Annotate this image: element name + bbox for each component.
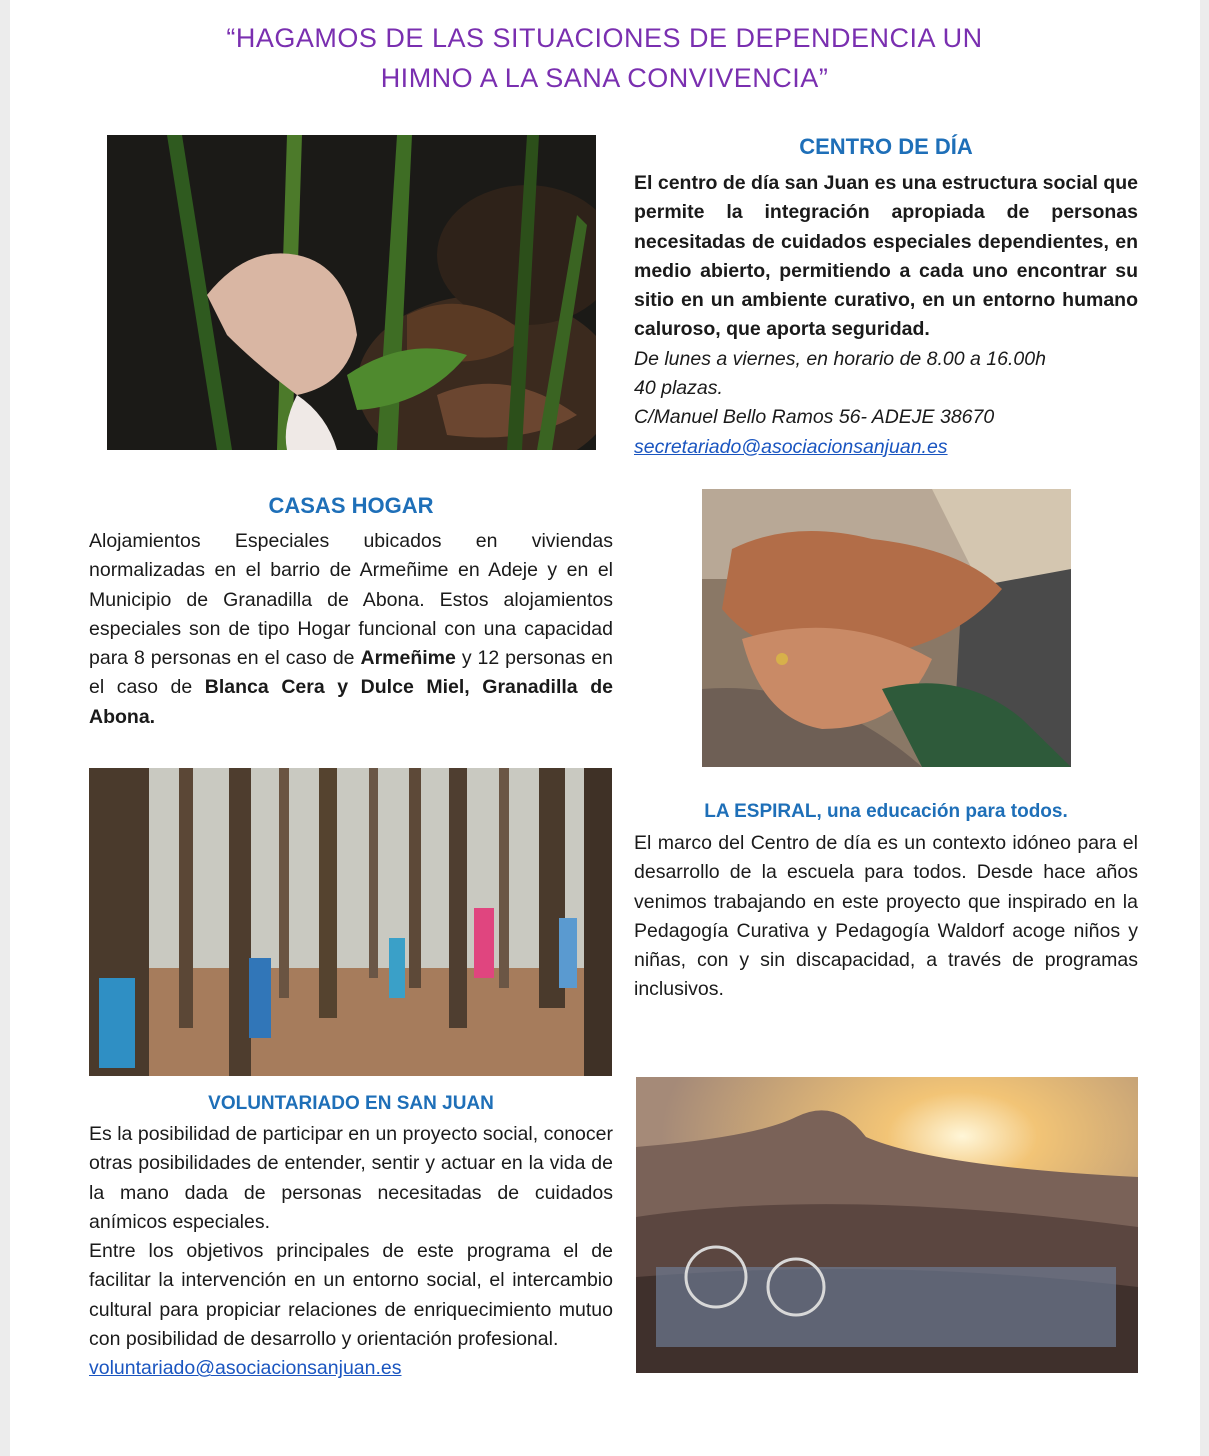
secretariado-email-link[interactable]: secretariado@asociacionsanjuan.es [634,435,948,458]
centro-dia-heading: CENTRO DE DÍA [799,134,973,159]
title-line-2: HIMNO A LA SANA CONVIVENCIA” [380,63,829,93]
page-title [0,18,1209,98]
hand-plants-photo [107,135,596,450]
voluntariado-paragraph-2: Entre los objetivos principales de este programa el de facilitar la intervención en un entorno social, el intercambio cultural para propiciar relaciones de enriquecimiento mutuo con posibilidad de desarrollo y orientación profesional. [89,1240,613,1351]
casas-hogar-bold-2: Blanca Cera y Dulce Miel, Granadilla de Abona. [89,676,613,728]
casas-hogar-text-1: Alojamientos Especiales ubicados en viviendas normalizadas en el barrio de Armeñime en Adeje y en el Municipio de Granadilla de Abona. Estos alojamientos especiales son de tipo Hogar funcional con una capacidad para 8 personas en el caso de [89,530,613,670]
sunset-group-photo [636,1077,1138,1373]
centro-dia-address: C/Manuel Bello Ramos 56- ADEJE 38670 [634,406,995,429]
casas-hogar-heading: CASAS HOGAR [268,493,434,518]
holding-hands-photo [702,489,1071,767]
voluntariado-paragraph-1: Es la posibilidad de participar en un proyecto social, conocer otras posibilidades de entender, sentir y actuar en la vida de la mano dada de personas necesitadas de cuidados anímicos especiales. [89,1123,613,1233]
casas-hogar-text [89,527,613,732]
voluntariado-heading: VOLUNTARIADO EN SAN JUAN [208,1093,494,1114]
centro-dia-section [634,169,1138,462]
centro-dia-schedule: De lunes a viernes, en horario de 8.00 a 16.00h [634,347,1046,370]
espiral-text: El marco del Centro de día es un contexto idóneo para el desarrollo de la escuela para todos. Desde hace años venimos trabajando en este proyecto que inspirado en la Pedagogía Curativa y Pedagogía Waldorf acoge niños y niñas, con y sin discapacidad, a través de programas inclusivos. [634,832,1138,1001]
title-line-1: “HAGAMOS DE LAS SITUACIONES DE DEPENDENCIA UN [226,23,983,53]
espiral-heading: LA ESPIRAL, una educación para todos. [704,801,1068,822]
centro-dia-description: El centro de día san Juan es una estructura social que permite la integración apropiada de personas necesitadas de cuidados especiales dependientes, en medio abierto, permitiendo a cada uno encontrar su sitio en un ambiente curativo, en un entorno humano caluroso, que aporta seguridad. [634,172,1138,341]
centro-dia-places: 40 plazas. [634,377,723,400]
forest-group-photo [89,768,612,1076]
casas-hogar-bold-1: Armeñime [360,647,456,670]
voluntariado-email-link[interactable]: voluntariado@asociacionsanjuan.es [89,1357,402,1380]
casas-hogar-text-2: y 12 personas en el caso de [89,647,613,699]
voluntariado-section [89,1120,613,1384]
